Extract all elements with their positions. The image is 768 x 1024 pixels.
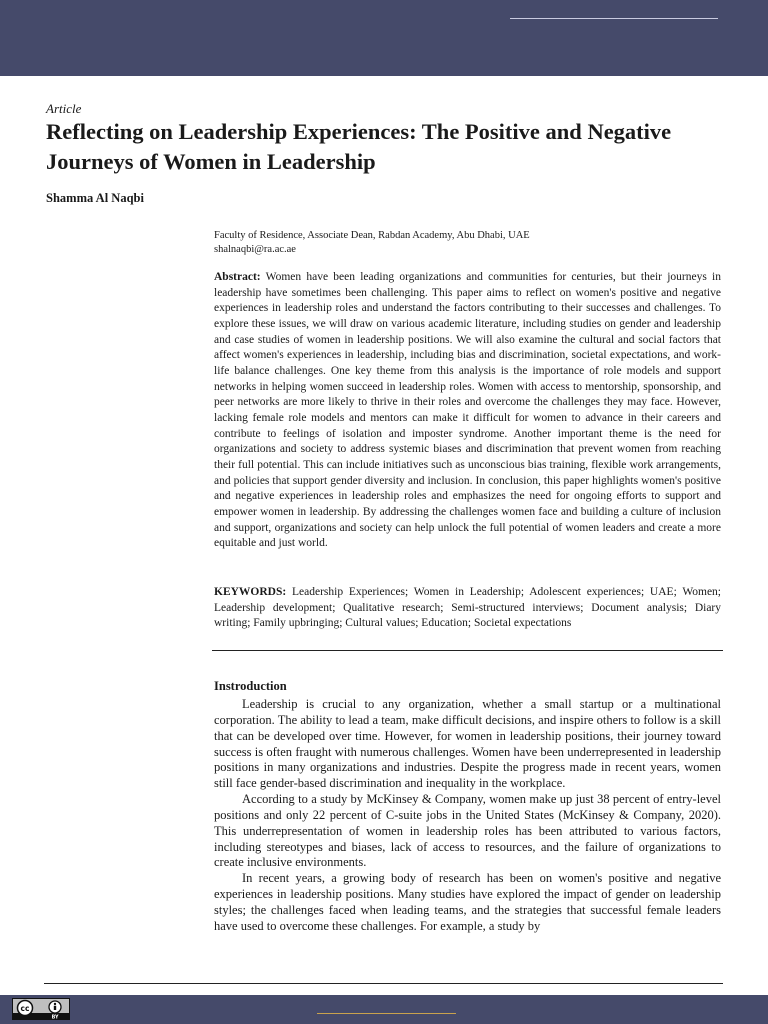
footer-accent-line: [317, 1013, 456, 1014]
author-email[interactable]: shalnaqbi@ra.ac.ae: [214, 244, 296, 255]
creative-commons-by-icon[interactable]: [12, 998, 70, 1020]
cc-by-badge-graphic: [13, 999, 69, 1019]
footer-band: [0, 995, 768, 1024]
abstract-text: Women have been leading organizations and communities for centuries, but their journeys in leadership have sometimes been challenging. This paper aims to reflect on women's positive and negative experiences in leadership roles and understand the factors contributing to their successes and challenges. To explore these issues, we will draw on various academic literature, including studies on gender and leadership and case studies of women in leadership positions. We will also examine the cultural and social factors that affect women's experiences in leadership, including bias and discrimination, societal expectations, and work-life balance challenges. One key theme from this analysis is the importance of role models and support networks in helping women succeed in leadership roles. Women with access to mentorship, sponsorship, and peer networks are more likely to thrive in their roles and overcome the challenges they may face. However, lacking female role models and mentors can make it difficult for women to advance in their careers and contribute to feelings of isolation and imposter syndrome. Another important theme is the need for organizations and society to address systemic biases and discrimination that prevent women from reaching their full potential. This can include initiatives such as unconscious bias training, flexible work arrangements, and policies that support gender diversity and inclusion. In conclusion, this paper highlights women's positive and negative experiences in leadership roles and emphasizes the need for ongoing efforts to support and empower women in leadership. By addressing the challenges women face and building a culture of inclusion and support, organizations and society can help unlock the full potential of women leaders and create a more equitable and just world.: [214, 271, 721, 550]
article-type: Article: [46, 101, 82, 116]
header-band: [0, 0, 768, 76]
header-rule: [510, 18, 718, 19]
section-divider: [212, 650, 723, 651]
introduction-body: [214, 697, 721, 935]
by-text: BY: [51, 1015, 59, 1019]
author-name: Shamma Al Naqbi: [46, 191, 144, 205]
keywords-text: Leadership Experiences; Women in Leadership; Adolescent experiences; UAE; Women; Leadership development; Qualitative research; Semi-structured interviews; Document analysis; Diary writing; Family upbringing; Cultural values; Education; Societal expectations: [214, 586, 722, 630]
cc-text: cc: [20, 1004, 30, 1013]
paper-title: Reflecting on Leadership Experiences: The Positive and Negative Journeys of Women in Leadership: [46, 119, 672, 174]
abstract: [214, 270, 721, 552]
keywords: [214, 585, 721, 632]
keywords-label: KEYWORDS:: [214, 586, 287, 598]
intro-paragraph-3: In recent years, a growing body of research has been on women's positive and negative experiences in leadership positions. Many studies have explored the impact of gender on leadership styles; the challenges faced when leading teams, and the strategies that successful female leaders have used to overcome these challenges. For example, a study by: [214, 871, 721, 933]
introduction-heading: Instroduction: [214, 679, 287, 693]
author-affiliation-block: [214, 229, 530, 257]
affiliation: Faculty of Residence, Associate Dean, Rabdan Academy, Abu Dhabi, UAE: [214, 230, 530, 241]
intro-paragraph-1: Leadership is crucial to any organization, whether a small startup or a multinational corporation. The ability to lead a team, make difficult decisions, and inspire others to follow is a skill that can be developed over time. However, for women in leadership positions, their journey toward success is often fraught with numerous challenges. Women have been underrepresented in leadership positions in many organizations and industries. Despite the progress made in recent years, women still face gender-based discrimination and inequality in the workplace.: [214, 697, 721, 791]
abstract-label: Abstract:: [214, 271, 261, 283]
footer-rule: [44, 983, 723, 984]
intro-paragraph-2: According to a study by McKinsey & Company, women make up just 38 percent of entry-level positions and only 22 percent of C-suite jobs in the United States (McKinsey & Company, 2020). This underrepresentation of women in leadership roles has been attributed to various factors, including stereotypes and biases, lack of access to resources, and the failure of organizations to create inclusive environments.: [214, 792, 721, 870]
